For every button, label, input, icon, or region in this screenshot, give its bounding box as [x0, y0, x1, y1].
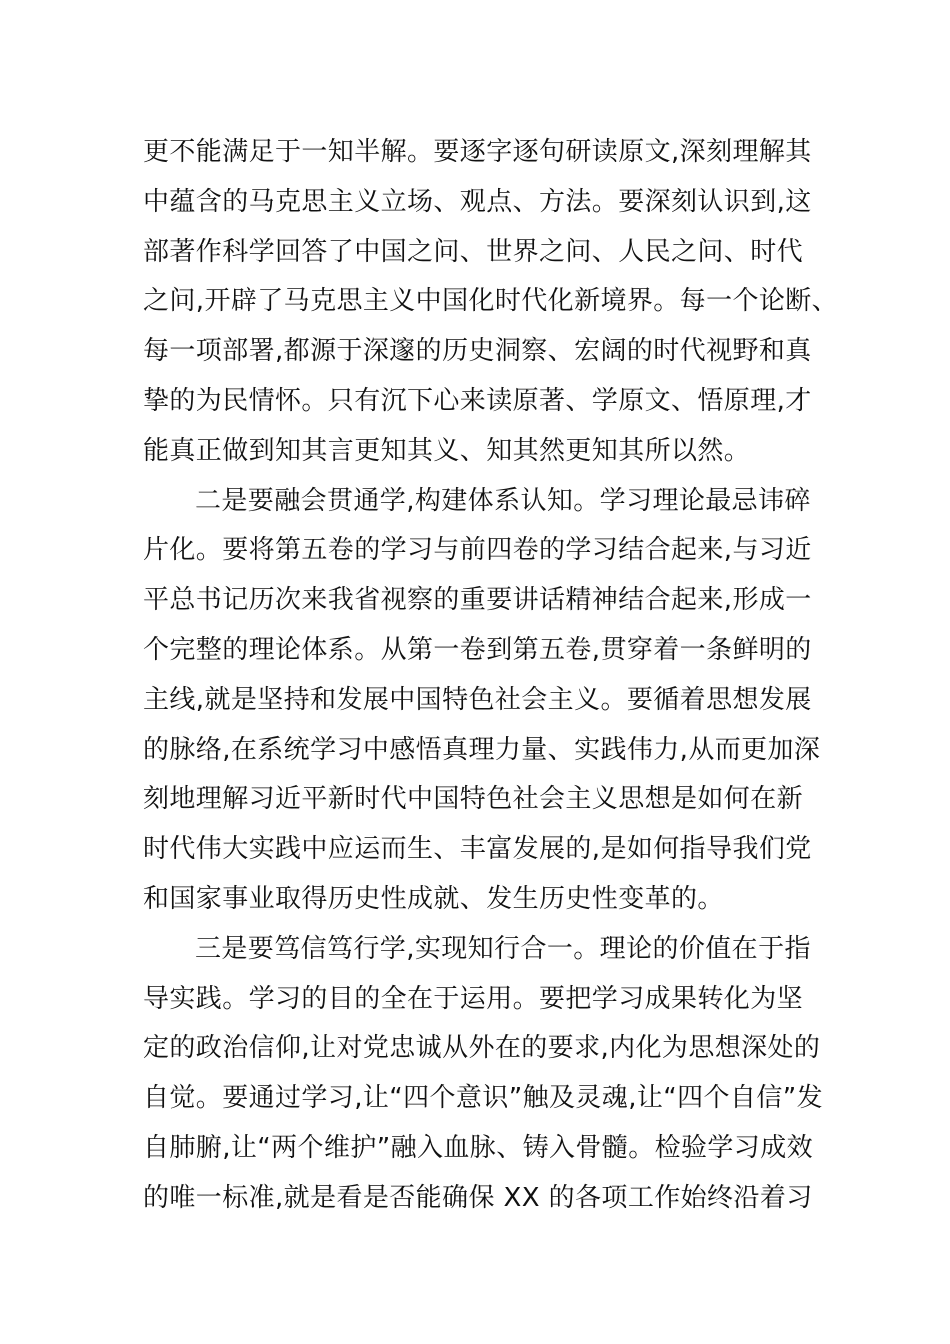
text-line: 自肺腑,让“两个维护”融入血脉、铸入骨髓。检验学习成效 — [143, 1132, 814, 1163]
paragraph-first-line: 三是要笃信笃行学,实现知行合一。理论的价值在于指 — [195, 933, 811, 964]
text-line: 的脉络,在系统学习中感悟真理力量、实践伟力,从而更加深 — [143, 734, 821, 765]
text-line: 和国家事业取得历史性成就、发生历史性变革的。 — [143, 883, 724, 914]
text-line: 更不能满足于一知半解。要逐字逐句研读原文,深刻理解其 — [143, 137, 812, 167]
text-line: 片化。要将第五卷的学习与前四卷的学习结合起来,与习近 — [143, 535, 812, 566]
text-line: 每一项部署,都源于深邃的历史洞察、宏阔的时代视野和真 — [143, 336, 812, 367]
text-line: 平总书记历次来我省视察的重要讲话精神结合起来,形成一 — [143, 585, 812, 616]
text-line: 主线,就是坚持和发展中国特色社会主义。要循着思想发展 — [143, 684, 812, 715]
text-line: 之问,开辟了马克思主义中国化时代化新境界。每一个论断、 — [143, 286, 839, 317]
text-line: 自觉。要通过学习,让“四个意识”触及灵魂,让“四个自信”发 — [143, 1083, 824, 1114]
text-line: 刻地理解习近平新时代中国特色社会主义思想是如何在新 — [143, 784, 804, 815]
text-line: 的唯一标准,就是看是否能确保 XX 的各项工作始终沿着习 — [143, 1182, 813, 1213]
text-line: 时代伟大实践中应运而生、丰富发展的,是如何指导我们党 — [143, 834, 812, 865]
text-line: 能真正做到知其言更知其义、知其然更知其所以然。 — [143, 435, 751, 466]
text-line: 中蕴含的马克思主义立场、观点、方法。要深刻认识到,这 — [143, 186, 812, 217]
text-line: 个完整的理论体系。从第一卷到第五卷,贯穿着一条鲜明的 — [143, 634, 812, 665]
text-line: 部著作科学回答了中国之问、世界之问、人民之问、时代 — [143, 236, 804, 267]
text-line: 导实践。学习的目的全在于运用。要把学习成果转化为坚 — [143, 983, 804, 1014]
document-body — [143, 128, 839, 1224]
text-line: 定的政治信仰,让对党忠诚从外在的要求,内化为思想深处的 — [143, 1033, 821, 1064]
text-line: 挚的为民情怀。只有沉下心来读原著、学原文、悟原理,才 — [143, 385, 812, 416]
paragraph-first-line: 二是要融会贯通学,构建体系认知。学习理论最忌讳碎 — [195, 485, 811, 516]
